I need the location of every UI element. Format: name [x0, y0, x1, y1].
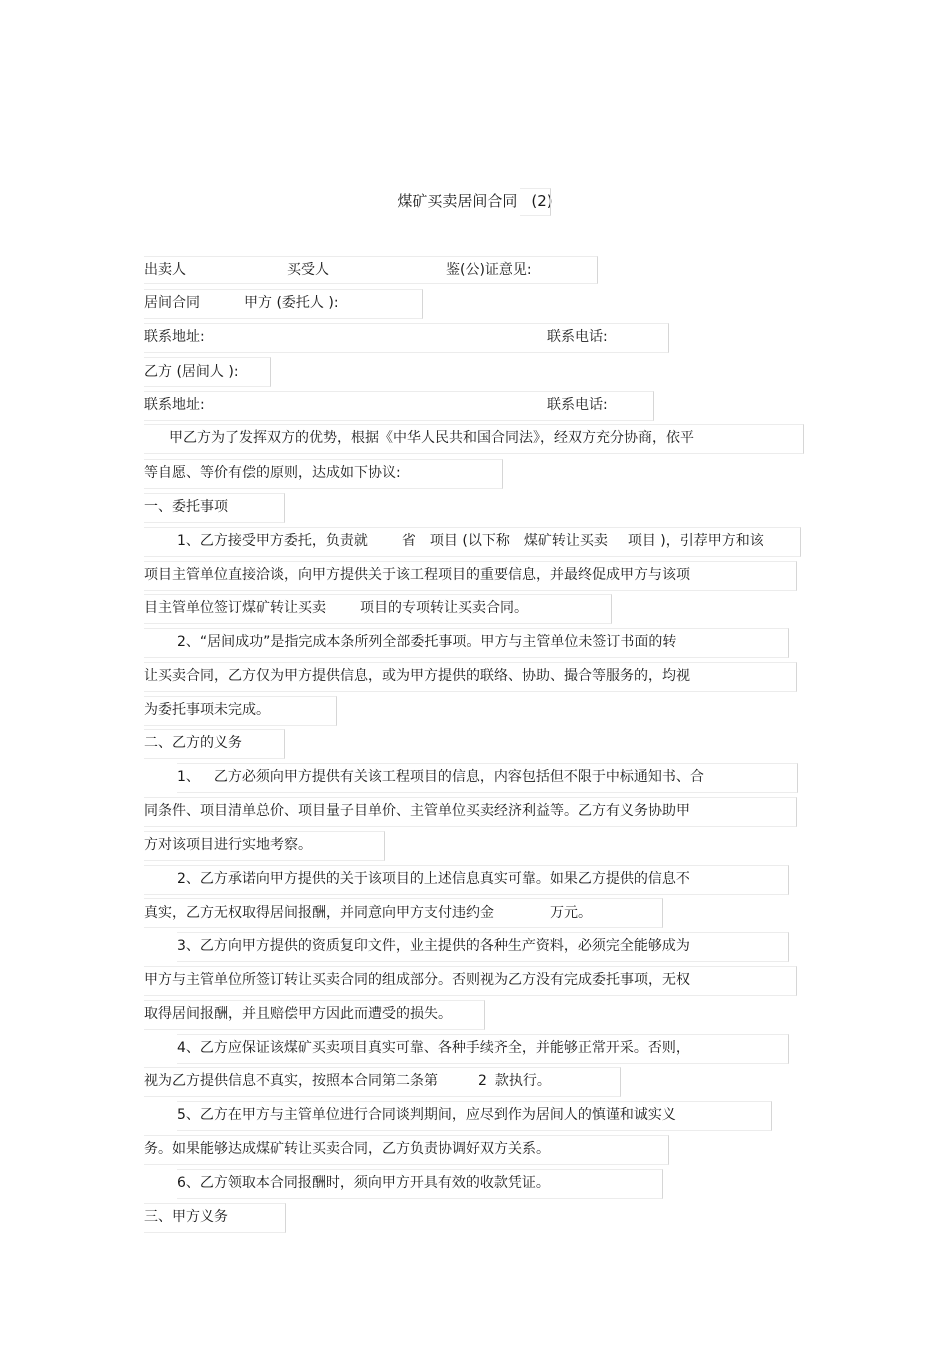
clause-line: 2、乙方承诺向甲方提供的关于该项目的上述信息真实可靠。如果乙方提供的信息不	[177, 871, 690, 887]
clause-line: 5、乙方在甲方与主管单位进行合同谈判期间，应尽到作为居间人的慎谨和诚实义	[177, 1107, 676, 1123]
clause-fragment: 真实，乙方无权取得居间报酬，并同意向甲方支付违约金	[144, 905, 494, 921]
preamble-line: 等自愿、等价有偿的原则，达成如下协议:	[144, 465, 401, 481]
clause-line: 4、乙方应保证该煤矿买卖项目真实可靠、各种手续齐全，并能够正常开采。否则，	[177, 1040, 690, 1056]
title-suffix: (2)	[531, 192, 553, 210]
clause-line: 2、“居间成功”是指完成本条所列全部委托事项。甲方与主管单位未签订书面的转	[177, 634, 677, 650]
party-a-label: 甲方 (委托人 ):	[244, 295, 339, 311]
clause-text	[144, 1070, 551, 1092]
clause-fragment: 款执行。	[494, 1073, 551, 1089]
party-a-address-label: 联系地址:	[144, 329, 205, 345]
clause-fragment: 煤矿转让买卖	[523, 533, 608, 549]
clause-fragment: 2	[478, 1073, 487, 1089]
clause-fragment: 项目 (以下称	[429, 533, 510, 549]
title-text: 煤矿买卖居间合同	[397, 192, 518, 210]
party-b-phone-label: 联系电话:	[547, 397, 608, 413]
document-title	[0, 190, 950, 211]
party-b-label: 乙方 (居间人 ):	[144, 364, 239, 380]
section-heading: 一、委托事项	[144, 499, 228, 515]
party-a-intro-left: 居间合同	[144, 295, 200, 311]
clause-line: 6、乙方领取本合同报酬时，须向甲方开具有效的收款凭证。	[177, 1175, 550, 1191]
section-heading: 二、乙方的义务	[144, 735, 242, 751]
clause-line: 甲方与主管单位所签订转让买卖合同的组成部分。否则视为乙方没有完成委托事项，无权	[144, 972, 690, 988]
clause-line: 为委托事项未完成。	[144, 702, 270, 718]
clause-fragment: 省	[401, 533, 416, 549]
clause-fragment: 万元。	[550, 905, 592, 921]
party-b-address-label: 联系地址:	[144, 397, 205, 413]
clause-fragment: 视为乙方提供信息不真实，按照本合同第二条第	[144, 1073, 438, 1089]
notary-label: 鉴(公)证意见:	[446, 262, 532, 278]
clause-line: 务。如果能够达成煤矿转让买卖合同，乙方负责协调好双方关系。	[144, 1141, 550, 1157]
clause-fragment: 乙方必须向甲方提供有关该工程项目的信息，内容包括但不限于中标通知书、合	[213, 769, 704, 785]
clause-fragment: 项目 )，引荐甲方和该	[627, 533, 764, 549]
buyer-label: 买受人	[287, 262, 329, 278]
clause-text	[144, 597, 528, 619]
clause-text	[177, 766, 704, 788]
section-heading: 三、甲方义务	[144, 1209, 228, 1225]
clause-fragment: 1、	[177, 769, 200, 785]
clause-text	[177, 530, 764, 552]
clause-line: 3、乙方向甲方提供的资质复印文件，业主提供的各种生产资料，必须完全能够成为	[177, 938, 690, 954]
clause-fragment: 1、乙方接受甲方委托，负责就	[177, 533, 368, 549]
seller-label: 出卖人	[144, 262, 186, 278]
clause-line: 让买卖合同，乙方仅为甲方提供信息，或为甲方提供的联络、协助、撮合等服务的，均视	[144, 668, 690, 684]
clause-fragment: 项目的专项转让买卖合同。	[360, 600, 528, 616]
clause-text	[144, 902, 592, 924]
clause-fragment: 目主管单位签订煤矿转让买卖	[144, 600, 326, 616]
clause-line: 同条件、项目清单总价、项目量子目单价、主管单位买卖经济利益等。乙方有义务协助甲	[144, 803, 690, 819]
clause-line: 方对该项目进行实地考察。	[144, 837, 312, 853]
clause-line: 取得居间报酬，并且赔偿甲方因此而遭受的损失。	[144, 1006, 452, 1022]
field-box	[520, 188, 551, 216]
clause-line: 项目主管单位直接洽谈，向甲方提供关于该工程项目的重要信息，并最终促成甲方与该项	[144, 567, 690, 583]
preamble-line: 甲乙方为了发挥双方的优势，根据《中华人民共和国合同法》，经双方充分协商，依平	[169, 430, 694, 446]
party-a-phone-label: 联系电话:	[547, 329, 608, 345]
